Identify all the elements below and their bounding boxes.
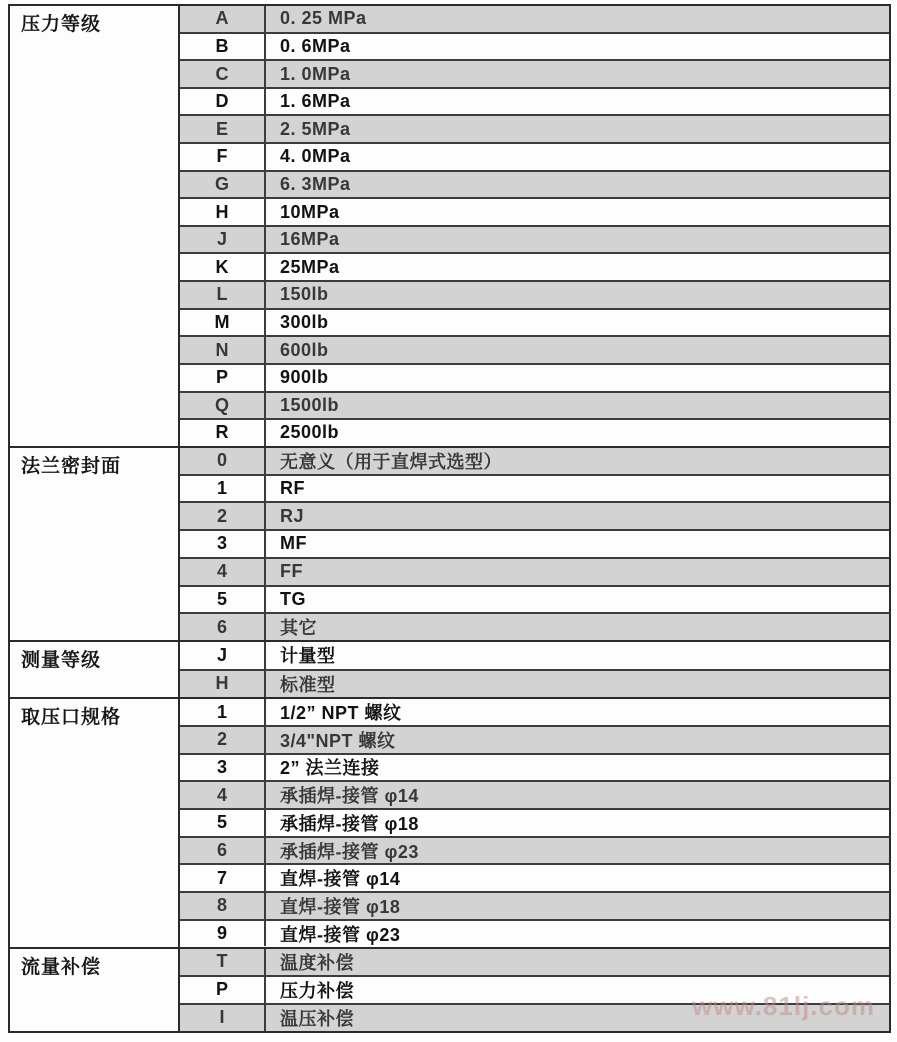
section-rows: [180, 642, 889, 697]
value-cell: 600lb: [280, 339, 329, 360]
table-row: [180, 612, 889, 640]
table-row: [180, 699, 889, 725]
value-cell: 计量型: [280, 646, 336, 667]
table-row: [180, 197, 889, 225]
value-cell: 0. 6MPa: [280, 35, 351, 56]
value-cell: RF: [280, 477, 305, 498]
table-row: [180, 642, 889, 668]
value-cell: TG: [280, 588, 306, 609]
section-rows: [180, 6, 889, 446]
category-cell: 法兰密封面: [10, 448, 180, 640]
section-rows: [180, 949, 889, 1031]
code-cell: 8: [180, 893, 266, 919]
table-row: [180, 474, 889, 502]
code-cell: E: [180, 116, 266, 142]
value-cell: 25MPa: [280, 256, 340, 277]
code-cell: 5: [180, 587, 266, 613]
table-row: [180, 448, 889, 474]
code-cell: 3: [180, 531, 266, 557]
code-cell: 0: [180, 448, 266, 474]
code-cell: N: [180, 337, 266, 363]
table-row: [180, 59, 889, 87]
table-section: [10, 446, 889, 640]
table-row: [180, 280, 889, 308]
table-section: [10, 640, 889, 697]
value-cell: 10MPa: [280, 201, 340, 222]
table-row: [180, 949, 889, 975]
table-row: [180, 335, 889, 363]
code-cell: 9: [180, 921, 266, 947]
value-cell: 0. 25 MPa: [280, 8, 367, 29]
code-cell: T: [180, 949, 266, 975]
table-row: [180, 170, 889, 198]
code-cell: H: [180, 671, 266, 697]
code-cell: 4: [180, 559, 266, 585]
table-row: [180, 363, 889, 391]
table-row: [180, 725, 889, 753]
code-cell: L: [180, 282, 266, 308]
code-cell: 2: [180, 503, 266, 529]
table-row: [180, 501, 889, 529]
value-cell: 压力补偿: [280, 980, 354, 1001]
code-cell: 7: [180, 865, 266, 891]
table-row: [180, 919, 889, 947]
code-cell: Q: [180, 393, 266, 419]
table-row: [180, 114, 889, 142]
value-cell: 2500lb: [280, 422, 340, 443]
watermark: www.81lj.com: [692, 991, 875, 1021]
code-cell: C: [180, 61, 266, 87]
value-cell: 1. 0MPa: [280, 63, 351, 84]
value-cell: 2. 5MPa: [280, 118, 351, 139]
code-cell: 6: [180, 614, 266, 640]
table-section: [10, 947, 889, 1031]
table-row: [180, 753, 889, 781]
value-cell: MF: [280, 533, 307, 554]
code-cell: A: [180, 6, 266, 32]
code-cell: 6: [180, 838, 266, 864]
category-cell: 流量补偿: [10, 949, 180, 1031]
category-cell: 取压口规格: [10, 699, 180, 946]
value-cell: 4. 0MPa: [280, 146, 351, 167]
code-cell: J: [180, 642, 266, 668]
table-row: [180, 529, 889, 557]
section-rows: [180, 448, 889, 640]
table-row: [180, 557, 889, 585]
value-cell: 16MPa: [280, 229, 340, 250]
code-cell: D: [180, 89, 266, 115]
table-row: [180, 1003, 889, 1031]
value-cell: 300lb: [280, 312, 329, 332]
table-row: [180, 891, 889, 919]
value-cell: 直焊-接管 φ14: [280, 869, 401, 890]
value-cell: 温压补偿: [280, 1008, 354, 1029]
table-row: [180, 87, 889, 115]
code-cell: 4: [180, 782, 266, 808]
table-row: [180, 32, 889, 60]
code-cell: P: [180, 365, 266, 391]
code-cell: F: [180, 144, 266, 170]
value-cell: RJ: [280, 505, 305, 526]
value-cell: 无意义（用于直焊式选型）: [280, 451, 502, 472]
table-row: [180, 308, 889, 336]
table-row: [180, 142, 889, 170]
category-cell: 压力等级: [10, 6, 180, 446]
value-cell: 温度补偿: [280, 952, 354, 973]
code-cell: 2: [180, 727, 266, 753]
value-cell: 1/2” NPT 螺纹: [280, 703, 402, 724]
value-cell: 承插焊-接管 φ23: [280, 841, 419, 862]
table-row: [180, 836, 889, 864]
spec-table: [8, 4, 891, 1033]
code-cell: 5: [180, 810, 266, 836]
code-cell: I: [180, 1005, 266, 1031]
value-cell: 承插焊-接管 φ18: [280, 813, 419, 834]
table-row: [180, 585, 889, 613]
table-row: [180, 225, 889, 253]
code-cell: H: [180, 199, 266, 225]
table-row: [180, 780, 889, 808]
value-cell: 2” 法兰连接: [280, 758, 380, 779]
value-cell: FF: [280, 561, 303, 582]
table-row: [180, 6, 889, 32]
code-cell: P: [180, 977, 266, 1003]
code-cell: 1: [180, 476, 266, 502]
value-cell: 1. 6MPa: [280, 91, 351, 112]
table-section: [10, 697, 889, 946]
value-cell: 1500lb: [280, 394, 340, 415]
code-cell: R: [180, 420, 266, 446]
value-cell: 6. 3MPa: [280, 173, 351, 194]
value-cell: 直焊-接管 φ23: [280, 924, 401, 945]
table-section: [10, 6, 889, 446]
table-row: [180, 808, 889, 836]
code-cell: 1: [180, 699, 266, 725]
section-rows: [180, 699, 889, 946]
table-row: [180, 391, 889, 419]
value-cell: 其它: [280, 618, 317, 639]
value-cell: 承插焊-接管 φ14: [280, 786, 419, 807]
code-cell: M: [180, 310, 266, 336]
value-cell: 900lb: [280, 367, 329, 388]
table-row: [180, 975, 889, 1003]
code-cell: K: [180, 254, 266, 280]
code-cell: J: [180, 227, 266, 253]
table-row: [180, 863, 889, 891]
value-cell: 标准型: [280, 674, 336, 695]
value-cell: 3/4"NPT 螺纹: [280, 730, 396, 751]
value-cell: 150lb: [280, 284, 329, 305]
value-cell: 直焊-接管 φ18: [280, 896, 401, 917]
code-cell: G: [180, 172, 266, 198]
table-row: [180, 418, 889, 446]
table-row: [180, 669, 889, 697]
category-cell: 测量等级: [10, 642, 180, 697]
table-row: [180, 252, 889, 280]
code-cell: B: [180, 34, 266, 60]
code-cell: 3: [180, 755, 266, 781]
